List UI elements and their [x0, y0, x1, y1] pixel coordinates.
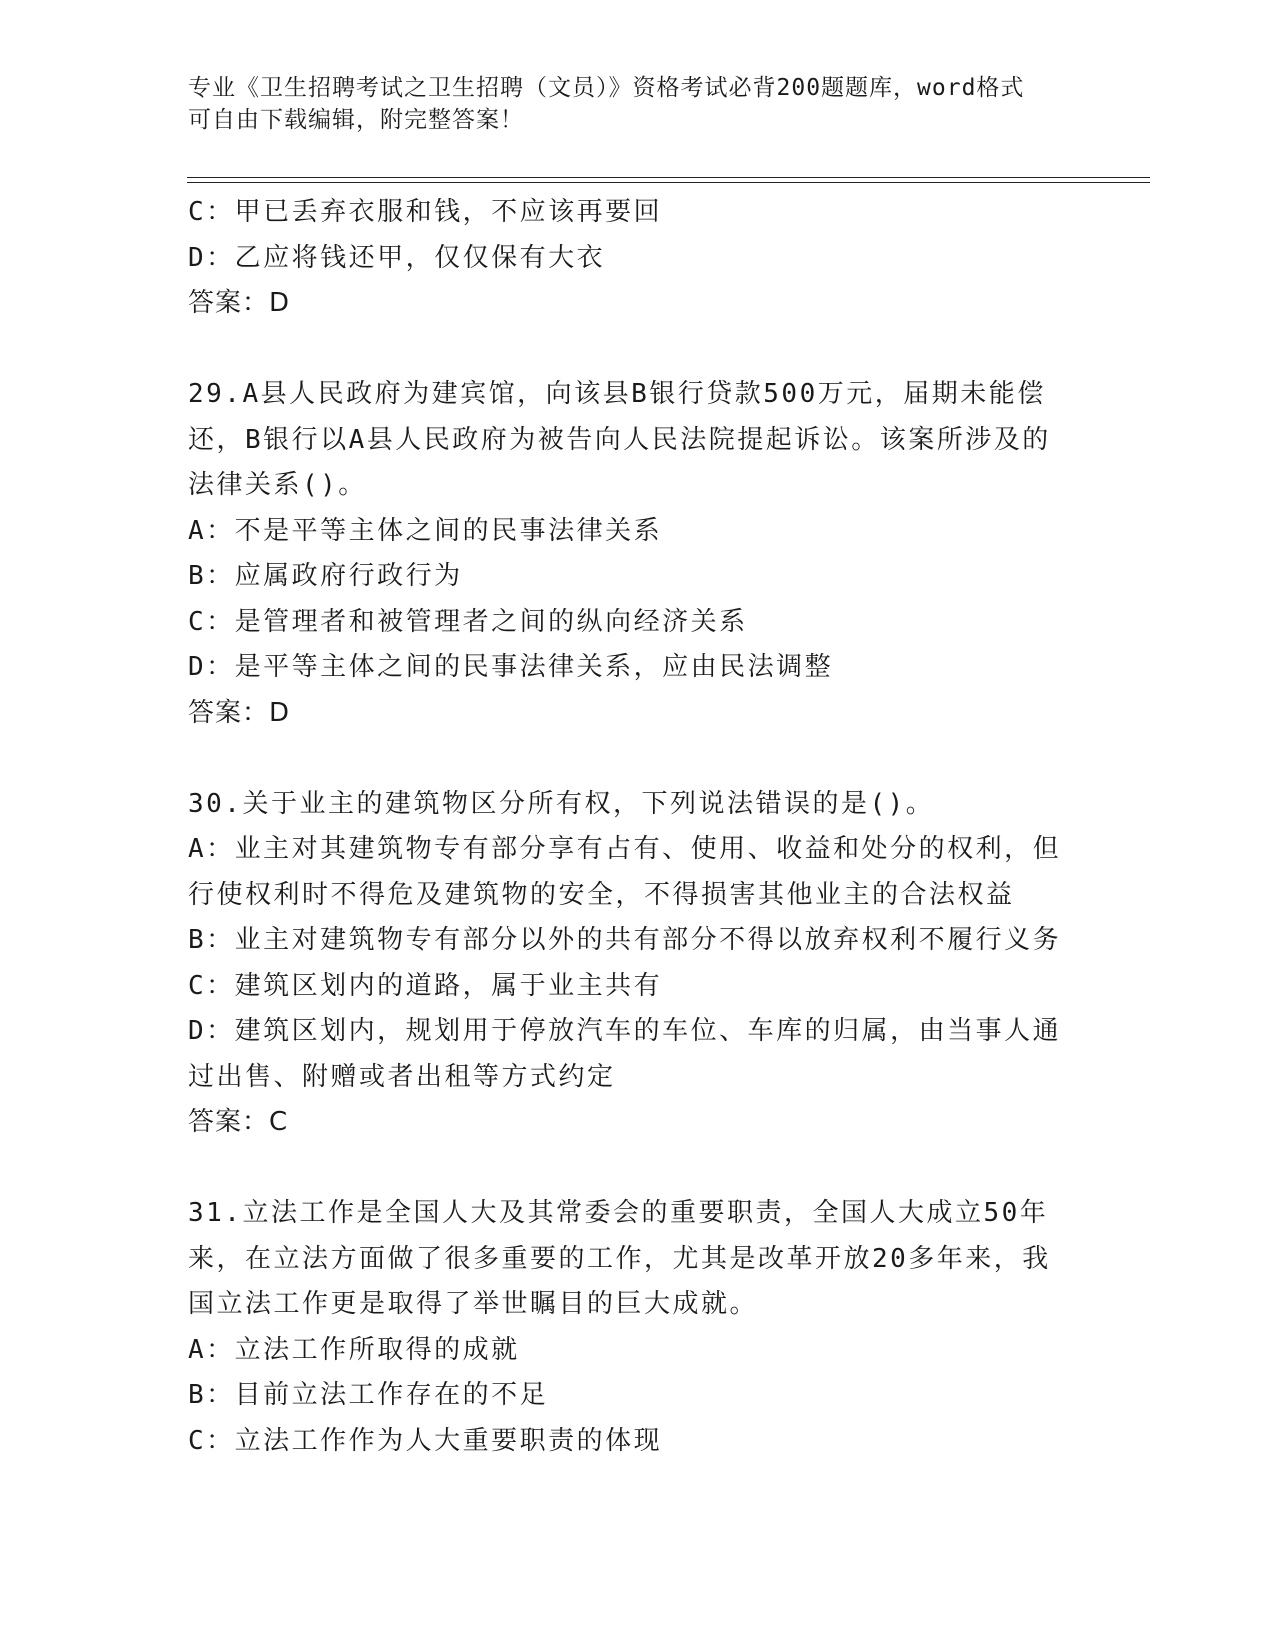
question-stem: 来，在立法方面做了很多重要的工作，尤其是改革开放20多年来，我: [188, 1243, 1051, 1274]
option-a-continued: 行使权利时不得危及建筑物的安全，不得损害其他业主的合法权益: [188, 879, 1015, 910]
option-d: D：乙应将钱还甲，仅仅保有大衣: [188, 242, 606, 273]
question-content: [188, 190, 1088, 1464]
option-c: C：甲已丢弃衣服和钱，不应该再要回: [188, 197, 663, 227]
header-line-2: 可自由下载编辑，附完整答案！: [188, 107, 524, 133]
spacer: [188, 1146, 1088, 1192]
question-stem: 29.A县人民政府为建宾馆，向该县B银行贷款500万元，届期未能偿: [188, 379, 1046, 409]
question-stem: 法律关系()。: [188, 470, 367, 500]
answer: 答案：D: [188, 697, 291, 728]
option-d-continued: 过出售、附赠或者出租等方式约定: [188, 1061, 616, 1092]
option-b: B：业主对建筑物专有部分以外的共有部分不得以放弃权利不履行义务: [188, 925, 1062, 955]
question-stem: 31.立法工作是全国人大及其常委会的重要职责，全国人大成立50年: [188, 1198, 1049, 1228]
question-31: [188, 1191, 1088, 1464]
option-d: D：是平等主体之间的民事法律关系，应由民法调整: [188, 652, 834, 682]
page-header: [188, 72, 1088, 136]
question-30: [188, 782, 1088, 1146]
option-a: A：业主对其建筑物专有部分享有占有、使用、收益和处分的权利，但: [188, 834, 1062, 864]
question-28: [188, 190, 1088, 327]
question-stem: 还，B银行以A县人民政府为被告向人民法院提起诉讼。该案所涉及的: [188, 424, 1051, 455]
option-c: C：是管理者和被管理者之间的纵向经济关系: [188, 606, 748, 637]
option-a: A：不是平等主体之间的民事法律关系: [188, 515, 663, 546]
option-b: B：应属政府行政行为: [188, 561, 463, 591]
spacer: [188, 327, 1088, 373]
option-b: B：目前立法工作存在的不足: [188, 1380, 549, 1410]
question-29: [188, 372, 1088, 736]
option-c: C：立法工作作为人大重要职责的体现: [188, 1425, 663, 1456]
question-stem: 30.关于业主的建筑物区分所有权，下列说法错误的是()。: [188, 788, 935, 819]
header-rule-top: [187, 177, 1150, 178]
header-rule-bottom: [187, 182, 1150, 183]
header-line-1: 专业《卫生招聘考试之卫生招聘（文员）》资格考试必背200题题库，word格式: [188, 75, 1025, 101]
question-stem: 国立法工作更是取得了举世瞩目的巨大成就。: [188, 1289, 759, 1319]
spacer: [188, 736, 1088, 782]
option-d: D：建筑区划内，规划用于停放汽车的车位、车库的归属，由当事人通: [188, 1016, 1062, 1046]
answer: 答案：D: [188, 288, 291, 318]
option-a: A：立法工作所取得的成就: [188, 1334, 520, 1365]
answer: 答案：C: [188, 1107, 289, 1137]
option-c: C：建筑区划内的道路，属于业主共有: [188, 970, 663, 1001]
